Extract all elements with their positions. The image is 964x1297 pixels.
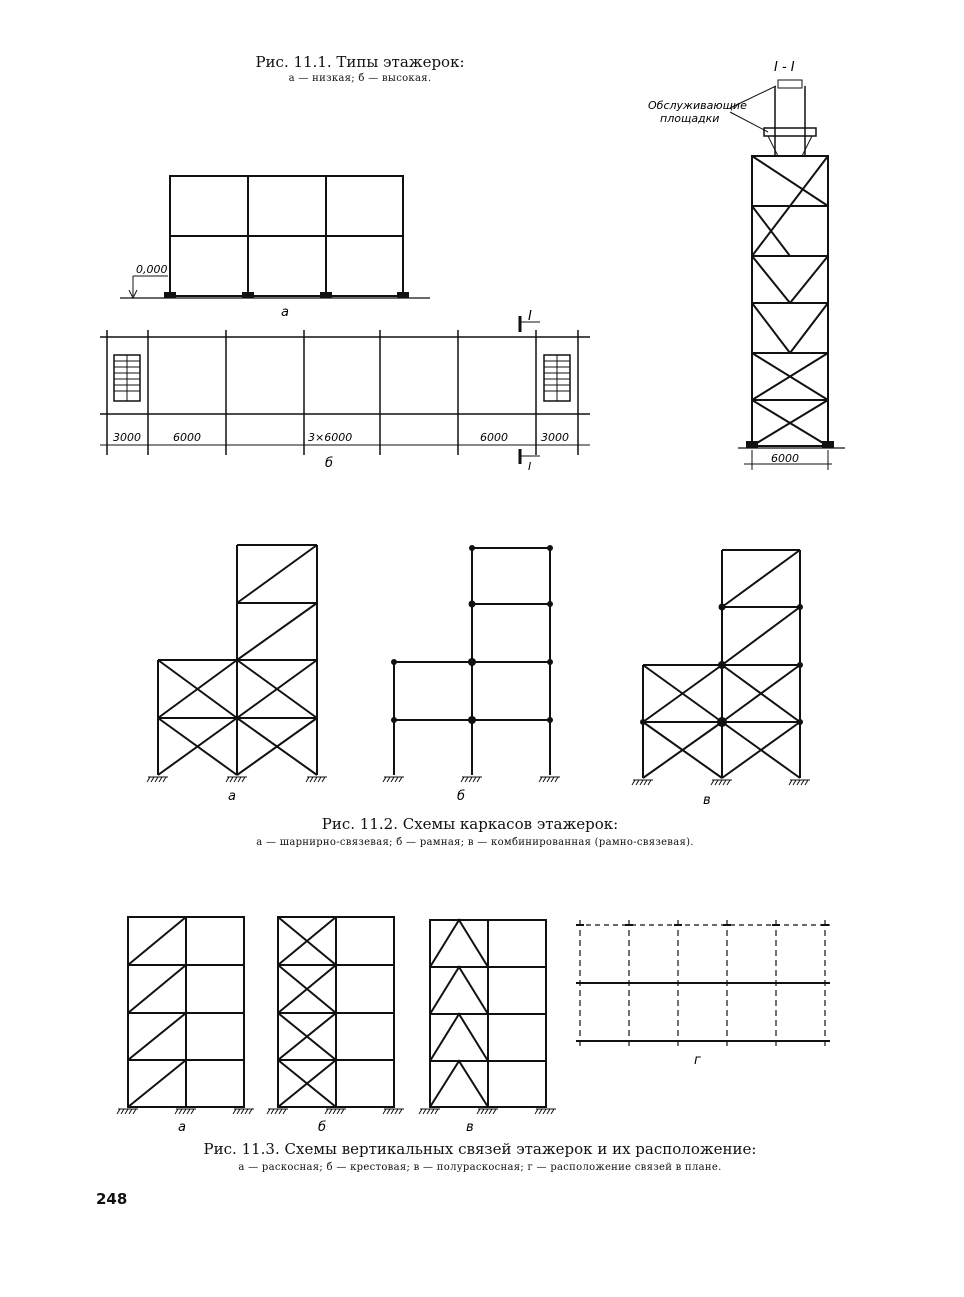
fig1-tower	[730, 80, 845, 470]
plan-dim-2: 6000	[173, 431, 201, 444]
fig2-label-c: в	[703, 793, 711, 808]
fig2-label-a: а	[228, 789, 236, 804]
section-title: I - I	[774, 60, 795, 75]
fig2-frame-a	[147, 545, 327, 782]
plan-dim-3: 3×6000	[308, 431, 353, 444]
fig3-plan	[576, 920, 830, 1046]
fig3-supports	[117, 1109, 556, 1114]
plan-dim-4: 6000	[480, 431, 508, 444]
fig1-low-elevation	[120, 176, 430, 298]
fig3-label-b: б	[318, 1120, 327, 1135]
plan-dim-5: 3000	[541, 431, 569, 444]
fig3-label-a: а	[178, 1120, 186, 1135]
fig2-subtitle: а — шарнирно-связевая; б — рамная; в — комбинированная (рамно-связевая).	[256, 837, 694, 848]
fig3-label-d: г	[694, 1053, 701, 1068]
cut-mark-bottom: I	[528, 460, 532, 473]
elevation-mark: 0,000	[136, 263, 168, 276]
fig1-label-b: б	[325, 456, 334, 471]
fig3-title: Рис. 11.3. Схемы вертикальных связей этажерок и их расположение:	[203, 1140, 757, 1158]
fig3-label-c: в	[466, 1120, 474, 1135]
page-number: 248	[96, 1190, 128, 1208]
fig2-label-b: б	[457, 789, 466, 804]
platforms-label-2: площадки	[660, 112, 720, 125]
cut-mark-top: I	[528, 309, 532, 324]
platforms-label-1: Обслуживающие	[648, 99, 747, 112]
fig1-subtitle: а — низкая; б — высокая.	[288, 73, 432, 84]
fig2-frame-c	[632, 550, 810, 785]
tower-dim: 6000	[771, 452, 799, 465]
fig2-frame-b	[383, 545, 560, 782]
fig1-title: Рис. 11.1. Типы этажерок:	[255, 53, 465, 71]
fig3-frame-b	[278, 917, 394, 1107]
plan-dim-1: 3000	[113, 431, 141, 444]
fig3-frame-c	[430, 920, 546, 1107]
fig1-label-a: а	[281, 305, 289, 320]
fig3-frame-a	[128, 917, 244, 1107]
fig3-subtitle: а — раскосная; б — крестовая; в — полураскосная; г — расположение связей в плане.	[238, 1162, 722, 1173]
fig2-title: Рис. 11.2. Схемы каркасов этажерок:	[321, 815, 619, 833]
